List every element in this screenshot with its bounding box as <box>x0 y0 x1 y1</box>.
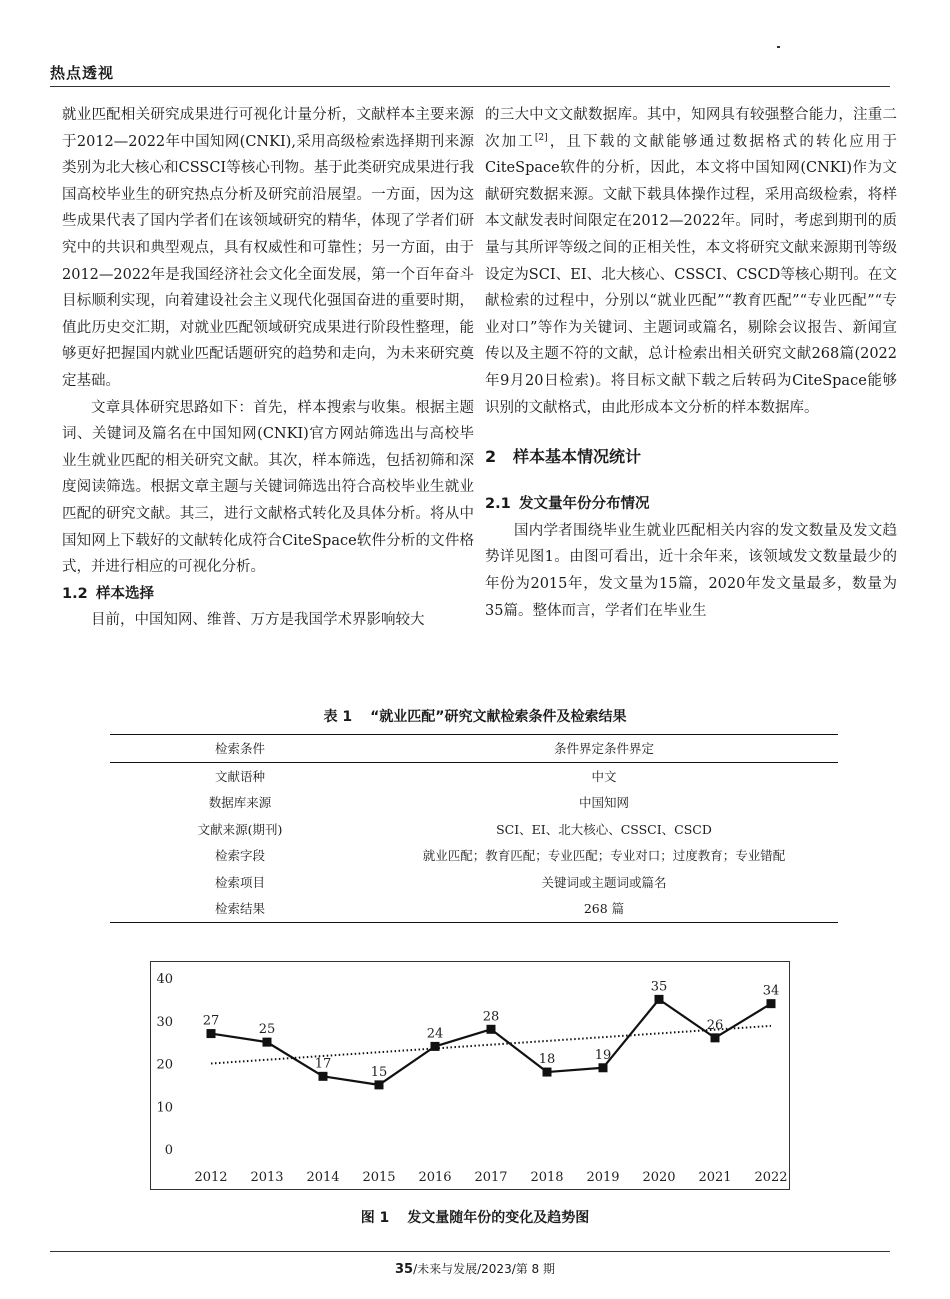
section-title: 发文量年份分布情况 <box>519 496 650 513</box>
y-tick-label: 10 <box>156 1100 173 1116</box>
table-header-row <box>110 735 838 763</box>
x-tick-label: 2016 <box>418 1170 452 1185</box>
right-paragraph-1-a: 的三大中文文献数据库。其中，知网具有较强整合能力，注重二次加工 <box>485 107 897 150</box>
section-title: 样本基本情况统计 <box>513 447 642 467</box>
header-mark <box>777 46 780 48</box>
citation-ref[interactable]: [2] <box>534 132 548 143</box>
table-cell: SCI、EI、北大核心、CSSCI、CSCD <box>496 821 712 837</box>
table-cell: 关键词或主题词或篇名 <box>541 874 667 890</box>
header-rule <box>50 86 890 87</box>
table-row <box>110 762 838 789</box>
data-label: 35 <box>650 979 668 995</box>
section-heading-1-2 <box>62 581 474 608</box>
journal-info: /未来与发展/2023/第 8 期 <box>413 1262 556 1276</box>
x-tick-label: 2017 <box>474 1170 508 1185</box>
data-point <box>711 1033 720 1042</box>
data-point <box>655 995 664 1004</box>
data-label: 17 <box>314 1056 332 1072</box>
section-number: 2.1 <box>485 496 511 513</box>
figure-title: 发文量随年份的变化及趋势图 <box>407 1210 590 1226</box>
data-point <box>767 999 776 1008</box>
data-label: 28 <box>482 1009 500 1025</box>
left-paragraph-1: 就业匹配相关研究成果进行可视化计量分析，文献样本主要来源于2012—2022年中国知网(CNKI),采用高级检索选择期刊来源类别为北大核心和CSSCI等核心刊物。基于此类研究成果进行我国高校毕业生的研究热点分析及研究前沿展望。一方面，因为这些成果代表了国内学者们在该领域研究的精华，体现了学者们研究中的共识和典型观点，具有权威性和可靠性；另一方面，由于2012—2022年是我国经济社会文化全面发展，第一个百年奋斗目标顺利实现，向着建设社会主义现代化强国奋进的重要时期，值此历史交汇期，对就业匹配领域研究成果进行阶段性整理，能够更好把握国内就业匹配话题研究的趋势和走向，为未来研究奠定基础。 <box>62 107 474 389</box>
data-point <box>487 1025 496 1034</box>
table-cell: 268 篇 <box>583 901 625 917</box>
data-point <box>319 1072 328 1081</box>
table-cell: 检索字段 <box>214 848 265 864</box>
data-label: 27 <box>202 1013 220 1029</box>
y-tick-label: 40 <box>156 972 173 987</box>
chart-canvas <box>151 962 789 1189</box>
x-tick-label: 2019 <box>586 1170 620 1185</box>
x-tick-label: 2013 <box>250 1170 284 1185</box>
table-row <box>110 869 838 896</box>
data-point <box>431 1042 440 1051</box>
data-point <box>207 1029 216 1038</box>
right-paragraph-1 <box>485 102 897 421</box>
search-criteria-table <box>110 734 838 923</box>
left-paragraph-3: 目前，中国知网、维普、万方是我国学术界影响较大 <box>91 612 425 629</box>
table-row <box>110 895 838 922</box>
data-point <box>263 1038 272 1047</box>
page-footer <box>0 1260 950 1277</box>
figure-caption <box>0 1207 950 1227</box>
data-point <box>599 1063 608 1072</box>
left-paragraph-2: 文章具体研究思路如下：首先，样本搜索与收集。根据主题词、关键词及篇名在中国知网(CNKI)官方网站筛选出与高校毕业生就业匹配的相关研究文献。其次，样本筛选，包括初筛和深度阅读筛选。根据文章主题与关键词筛选出符合高校毕业生就业匹配的研究文献。其三，进行文献格式转化及具体分析。将从中国知网上下载好的文献转化成符合CiteSpace软件分析的文件格式，并进行相应的可视化分析。 <box>62 399 474 576</box>
table-cell: 文献语种 <box>214 768 265 784</box>
section-number: 1.2 <box>62 585 88 602</box>
table-title: “就业匹配”研究文献检索条件及检索结果 <box>370 709 627 725</box>
page-number: 35 <box>394 1262 414 1277</box>
x-tick-label: 2014 <box>306 1170 340 1185</box>
section-title: 样本选择 <box>96 585 154 602</box>
footer-rule <box>50 1251 890 1252</box>
left-column <box>62 102 474 634</box>
section-heading-2 <box>485 447 897 467</box>
table-caption <box>0 706 950 726</box>
table-row <box>110 842 838 869</box>
data-label: 26 <box>706 1017 724 1033</box>
section-heading-2-1 <box>485 491 897 518</box>
data-label: 25 <box>258 1022 276 1038</box>
data-label: 34 <box>762 983 780 999</box>
right-paragraph-1-b: ，且下载的文献能够通过数据格式的转化应用于CiteSpace软件的分析，因此，本文将中国知网(CNKI)作为文献研究数据来源。文献下载具体操作过程，采用高级检索，将样本文献发表时间限定在2012—2022年。同时，考虑到期刊的质量与其所评等级之间的正相关性，本文将研究文献来源期刊等级设定为SCI、EI、北大核心、CSSCI、CSCD等核心期刊。在文献检索的过程中，分别以“就业匹配”“教育匹配”“专业匹配”“专业对口”等作为关键词、主题词或篇名，剔除会议报告、新闻宣传以及主题不符的文献，总计检索出相关研究文献268篇(2022年9月20日检索)。将目标文献下载之后转码为CiteSpace能够识别的文献格式，由此形成本文分析的样本数据库。 <box>485 133 897 416</box>
table-cell: 检索项目 <box>214 874 265 890</box>
y-tick-label: 30 <box>156 1014 173 1030</box>
table-header-cell: 条件界定条件界定 <box>553 741 654 757</box>
right-column <box>485 102 897 624</box>
x-tick-label: 2022 <box>754 1170 788 1185</box>
data-label: 19 <box>594 1047 612 1063</box>
x-tick-label: 2012 <box>194 1170 228 1185</box>
x-tick-label: 2020 <box>642 1170 676 1185</box>
figure-number: 图 1 <box>360 1210 390 1226</box>
x-tick-label: 2021 <box>698 1170 732 1185</box>
y-tick-label: 0 <box>164 1143 173 1158</box>
table-number: 表 1 <box>323 709 353 725</box>
table-row <box>110 789 838 816</box>
x-tick-label: 2018 <box>530 1170 564 1185</box>
table-row <box>110 816 838 843</box>
data-point <box>375 1080 384 1089</box>
table-cell: 中文 <box>591 768 617 784</box>
publication-trend-chart <box>150 961 790 1190</box>
data-label: 24 <box>426 1026 444 1042</box>
table-cell: 数据库来源 <box>208 795 272 811</box>
x-tick-label: 2015 <box>362 1170 396 1185</box>
table-cell: 就业匹配；教育匹配；专业匹配；专业对口；过度教育；专业错配 <box>422 848 786 864</box>
section-number: 2 <box>485 447 497 467</box>
table-cell: 检索结果 <box>214 901 265 917</box>
running-header: 热点透视 <box>50 64 115 82</box>
table-header-cell: 检索条件 <box>214 741 265 757</box>
data-point <box>543 1068 552 1077</box>
y-tick-label: 20 <box>156 1057 173 1073</box>
data-label: 15 <box>370 1064 388 1080</box>
table-cell: 文献来源(期刊) <box>197 821 283 837</box>
table-cell: 中国知网 <box>578 795 629 811</box>
right-paragraph-2: 国内学者围绕毕业生就业匹配相关内容的发文数量及发文趋势详见图1。由图可看出，近十余年来，该领域发文数量最少的年份为2015年，发文量为15篇，2020年发文量最多，数量为35篇。整体而言，学者们在毕业生 <box>485 522 897 619</box>
data-label: 18 <box>538 1052 556 1068</box>
